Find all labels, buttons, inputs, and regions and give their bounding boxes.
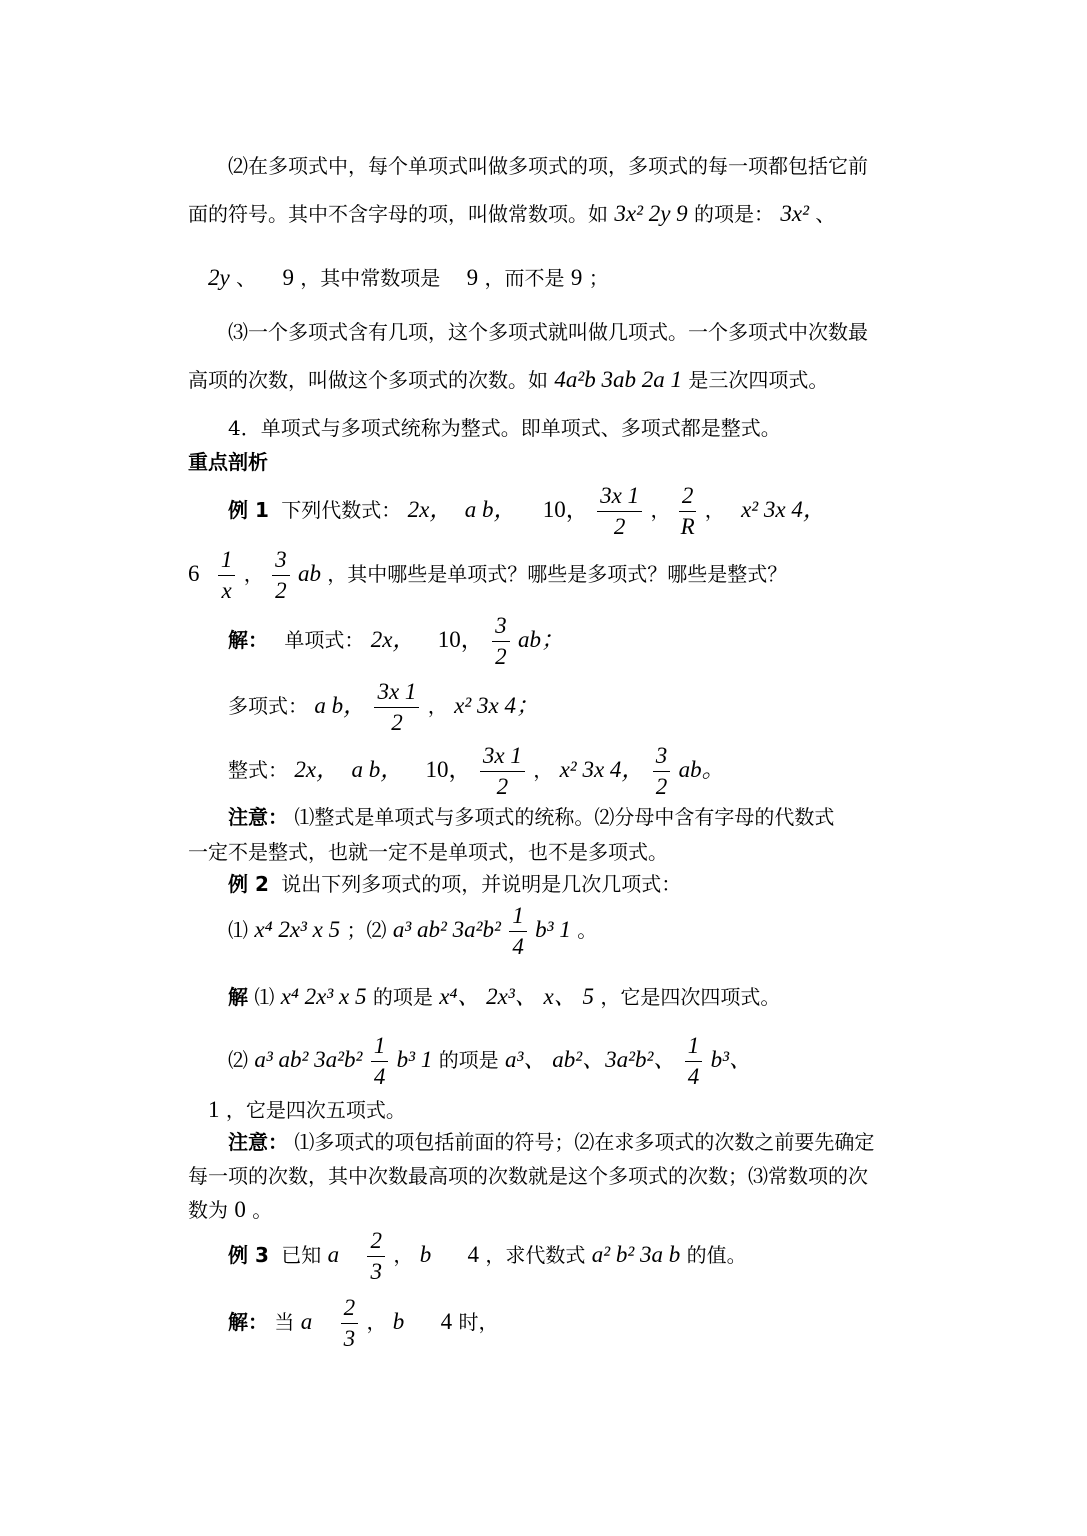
example-label: 例 2 (228, 872, 269, 896)
text: ⑴多项式的项包括前面的符号；⑵在求多项式的次数之前要先确定 (294, 1130, 875, 1154)
text: 的项是： (694, 202, 775, 226)
fraction (218, 545, 236, 606)
text: ，它是四次四项式。 (600, 985, 781, 1009)
math-expression: ab； (518, 627, 565, 652)
denominator: 2 (275, 578, 287, 603)
math-number: 10， (437, 627, 484, 652)
text: ， (427, 694, 448, 718)
example-label: 例 3 (228, 1243, 269, 1267)
fraction (653, 741, 671, 802)
math-expression: x² 3x 4， (559, 757, 645, 782)
math-expression: 2x， (294, 757, 340, 782)
math-expression: x² 3x 4， (741, 497, 826, 522)
math-expression: ab (297, 561, 321, 586)
math-variable: a (300, 1309, 313, 1334)
math-expression: x² 3x 4； (454, 693, 539, 718)
denominator: 3 (343, 1326, 356, 1351)
math-expression: 3x² 2y 9 (614, 201, 688, 226)
math-expression: b³ 1 (535, 917, 571, 942)
example-1-line-1 (228, 480, 826, 542)
note-2-line-3 (188, 1196, 272, 1224)
fraction (492, 611, 510, 672)
text: 时， (458, 1310, 499, 1334)
math-number: 10， (542, 497, 589, 522)
text: ⑶一个多项式含有几项，这个多项式就叫做几项式。一个多项式中次数最 (228, 320, 868, 344)
text: ，而不是 (484, 266, 565, 290)
paragraph-3-line-2 (188, 366, 828, 394)
fraction (341, 1293, 359, 1354)
solution-label: 解： (228, 628, 268, 652)
denominator: 2 (613, 514, 626, 539)
text: ， (650, 498, 671, 522)
note-1-line-1 (228, 803, 834, 831)
text: 已知 (281, 1243, 322, 1267)
denominator: R (680, 514, 695, 539)
text: 下列代数式： (281, 498, 402, 522)
fraction (371, 1031, 389, 1092)
text: 数为 (188, 1198, 228, 1222)
math-expression: 2y (208, 265, 230, 290)
math-expression: b³、 (710, 1047, 753, 1072)
fraction (685, 1031, 703, 1092)
text: 说出下列多项式的项，并说明是几次几项式： (281, 872, 682, 896)
note-2-line-2 (188, 1162, 868, 1190)
example-1-line-2 (188, 544, 787, 606)
text: ⑴整式是单项式与多项式的统称。⑵分母中含有字母的代数式 (294, 805, 835, 829)
fraction (272, 545, 290, 606)
math-variable: a (327, 1242, 340, 1267)
math-expression: a b， (314, 693, 367, 718)
math-number: 0 (234, 1197, 246, 1222)
note-label: 注意： (228, 805, 288, 829)
text: ⑴ (254, 985, 275, 1009)
example-2-title (228, 870, 681, 898)
note-label: 注意： (228, 1130, 288, 1154)
denominator: 2 (496, 774, 509, 799)
solution-2-line-3 (208, 1096, 406, 1124)
solution-label: 解： (228, 1310, 268, 1334)
text: ， (366, 1310, 387, 1334)
text: ⑵ (228, 1048, 248, 1072)
text: 。 (252, 1198, 273, 1222)
solution-1-monomials (228, 610, 564, 672)
example-2-expressions (228, 900, 597, 962)
numerator: 3x 1 (374, 677, 419, 708)
text: ，它是四次五项式。 (225, 1098, 406, 1122)
math-number: 1 (208, 1097, 220, 1122)
denominator: 3 (370, 1259, 382, 1284)
math-expression: a² b² 3a b (591, 1242, 681, 1267)
text: 是三次四项式。 (688, 368, 829, 392)
numerator: 3 (492, 611, 510, 642)
solution-1-polynomials (228, 676, 539, 738)
numerator: 1 (509, 901, 527, 932)
paragraph-2-line-2 (188, 200, 835, 228)
math-expression: a b， (464, 497, 517, 522)
text: 单项式： (284, 628, 365, 652)
denominator: 2 (391, 710, 403, 735)
solution-2-line-1 (228, 983, 780, 1011)
paragraph-2-line-3 (208, 264, 609, 292)
text: ， (393, 1243, 414, 1267)
text: 的项是 (372, 985, 433, 1009)
numerator: 1 (371, 1031, 389, 1062)
text: ⑴ (228, 918, 248, 942)
text: 的值。 (686, 1243, 747, 1267)
fraction (509, 901, 527, 962)
text: 、 (236, 266, 257, 290)
text: 多项式： (228, 694, 308, 718)
text: 。 (577, 918, 598, 942)
text: 面的符号。其中不含字母的项，叫做常数项。如 (188, 202, 608, 226)
denominator: 4 (687, 1064, 700, 1089)
math-expression: 3x² (780, 201, 809, 226)
numerator: 3x 1 (597, 481, 642, 512)
math-variable: b (419, 1242, 432, 1267)
denominator: 2 (655, 774, 668, 799)
math-expression: 2x， (407, 497, 453, 522)
text: 高项的次数，叫做这个多项式的次数。如 (188, 368, 548, 392)
text: 当 (274, 1310, 295, 1334)
math-number: 10， (425, 757, 472, 782)
denominator: x (221, 578, 232, 603)
numerator: 3 (653, 741, 671, 772)
text: ，其中哪些是单项式？哪些是多项式？哪些是整式？ (327, 562, 788, 586)
text: ， (533, 758, 554, 782)
math-expression: a³、 ab²、3a²b²、 (505, 1047, 677, 1072)
fraction (597, 481, 642, 542)
math-number: 9 (570, 265, 583, 290)
math-expression: 4a²b 3ab 2a 1 (554, 367, 683, 392)
numerator: 3 (272, 545, 290, 576)
solution-3 (228, 1292, 499, 1354)
math-expression: ab。 (678, 757, 725, 782)
math-expression: x⁴、 2x³、 x、 5 (439, 984, 594, 1009)
math-expression: a³ ab² 3a²b² (392, 917, 501, 942)
text: ，求代数式 (485, 1243, 586, 1267)
numerator: 3x 1 (480, 741, 525, 772)
example-label: 例 1 (228, 498, 269, 522)
text: ， (704, 498, 725, 522)
math-expression: 2x， (370, 627, 416, 652)
section-heading (188, 448, 268, 476)
denominator: 2 (495, 644, 507, 669)
text: 每一项的次数，其中次数最高项的次数就是这个多项式的次数；⑶常数项的次 (188, 1164, 868, 1188)
fraction (374, 677, 419, 738)
math-expression: a b， (351, 757, 404, 782)
fraction (480, 741, 525, 802)
text: ；⑵ (346, 918, 387, 942)
fraction (367, 1226, 385, 1287)
text: 4．单项式与多项式统称为整式。即单项式、多项式都是整式。 (228, 416, 781, 440)
text: ， (243, 562, 264, 586)
numerator: 2 (341, 1293, 359, 1324)
math-expression: x⁴ 2x³ x 5 (280, 984, 367, 1009)
note-2-line-1 (228, 1128, 874, 1156)
solution-2-line-2 (228, 1030, 752, 1092)
math-expression: a³ ab² 3a²b² (254, 1047, 363, 1072)
math-variable: b (392, 1309, 405, 1334)
text: ； (588, 266, 609, 290)
numerator: 1 (218, 545, 236, 576)
denominator: 4 (512, 934, 524, 959)
math-number: 6 (188, 561, 200, 586)
denominator: 4 (373, 1064, 386, 1089)
math-number: 9 (466, 265, 479, 290)
math-expression: b³ 1 (396, 1047, 433, 1072)
solution-label: 解 (228, 985, 248, 1009)
fraction (679, 481, 697, 542)
text: ，其中常数项是 (300, 266, 441, 290)
solution-1-integral-expressions (228, 740, 725, 802)
numerator: 2 (679, 481, 697, 512)
example-3 (228, 1225, 747, 1287)
text: 的项是 (438, 1048, 499, 1072)
note-1-line-2 (188, 838, 668, 866)
numerator: 1 (685, 1031, 703, 1062)
math-number: 4 (467, 1242, 480, 1267)
heading-text: 重点剖析 (188, 450, 268, 474)
text: 、 (815, 202, 836, 226)
paragraph-4 (228, 414, 781, 442)
text: ⑵在多项式中，每个单项式叫做多项式的项，多项式的每一项都包括它前 (228, 154, 868, 178)
numerator: 2 (367, 1226, 385, 1257)
math-expression: x⁴ 2x³ x 5 (254, 917, 341, 942)
text: 一定不是整式，也就一定不是单项式，也不是多项式。 (188, 840, 668, 864)
math-number: 4 (440, 1309, 453, 1334)
paragraph-3-line-1 (228, 318, 868, 346)
math-number: 9 (282, 265, 294, 290)
paragraph-2-line-1 (228, 152, 868, 180)
text: 整式： (228, 758, 288, 782)
